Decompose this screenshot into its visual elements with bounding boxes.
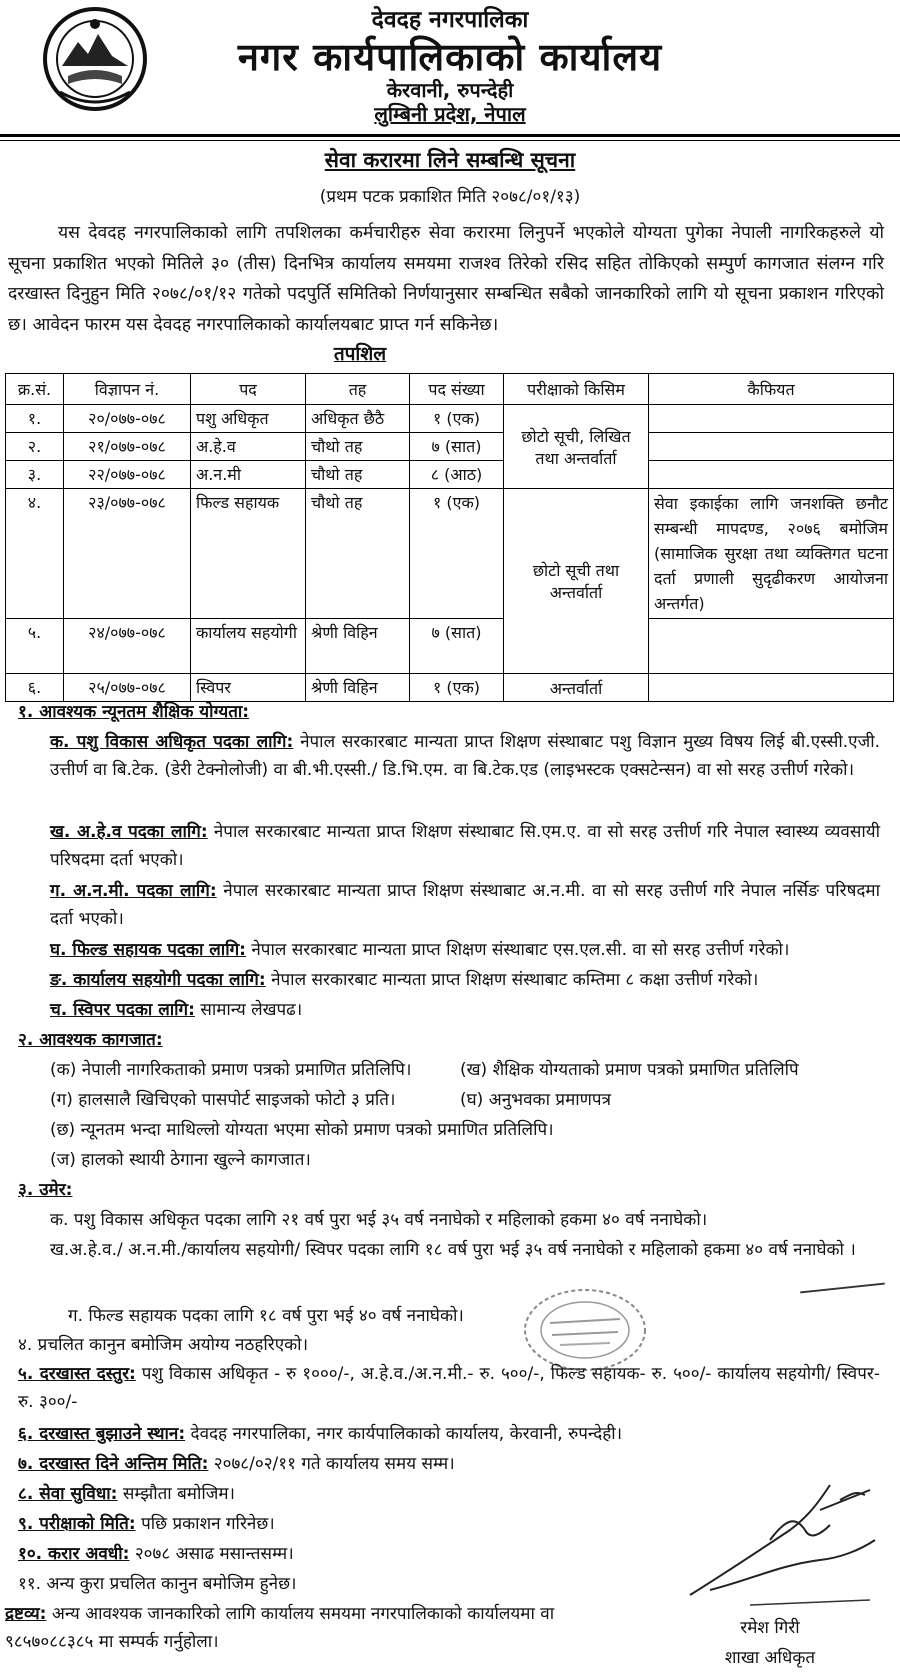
qualification-cha: च. स्विपर पदका लागि: सामान्य लेखपढ।: [50, 1000, 303, 1020]
municipality-name: देवदह नगरपालिका: [371, 7, 529, 33]
cell-level: चौथो तह: [306, 433, 410, 461]
cell-post: फिल्ड सहायक: [191, 489, 306, 619]
cell-sn: ६.: [6, 674, 64, 702]
handwritten-signature: [670, 1470, 890, 1610]
document-item: (घ) अनुभवका प्रमाणपत्र: [460, 1090, 611, 1110]
table-row: [6, 489, 894, 619]
cell-remark: [649, 433, 894, 461]
cell-count: १ (एक): [410, 405, 504, 433]
header-rule-thick: [0, 134, 900, 137]
table-header-row: [6, 374, 894, 405]
cell-post: स्विपर: [191, 674, 306, 702]
cell-level: श्रेणी विहिन: [306, 674, 410, 702]
cell-adv: २२/०७७-०७८: [64, 461, 191, 489]
office-province: लुम्बिनी प्रदेश, नेपाल: [374, 102, 526, 126]
qualification-gha: घ. फिल्ड सहायक पदका लागि: नेपाल सरकारबाट मान्यता प्राप्त शिक्षण संस्थाबाट एस.एल.सी. वा सो सरह उत्तीर्ण गरेको।: [50, 940, 790, 960]
cell-sn: २.: [6, 433, 64, 461]
qualification-ga: ग. अ.न.मी. पदका लागि: नेपाल सरकारबाट मान्यता प्राप्त शिक्षण संस्थाबाट अ.न.मी. वा सो सरह उत्तीर्ण गरि नेपाल नर्सिङ परिषदमा दर्ता भएको।: [50, 881, 880, 929]
cell-count: १ (एक): [410, 674, 504, 702]
cell-sn: ३.: [6, 461, 64, 489]
signatory-name: रमेश गिरी: [740, 1618, 800, 1638]
cell-post: अ.हे.व: [191, 433, 306, 461]
cell-count: १ (एक): [410, 489, 504, 619]
cell-adv: २१/०७७-०७८: [64, 433, 191, 461]
age-item: क. पशु विकास अधिकृत पदका लागि २१ वर्ष पुरा भई ३५ वर्ष ननाघेको र महिलाको हकमा ४० वर्ष ननाघेको।: [50, 1210, 708, 1230]
document-item: (ग) हालसालै खिचिएको पासपोर्ट साइजको फोटो ३ प्रति।: [50, 1090, 396, 1110]
posts-table: [5, 373, 894, 702]
notice-title: सेवा करारमा लिने सम्बन्धि सूचना: [324, 148, 576, 172]
cell-adv: २४/०७७-०७८: [64, 619, 191, 674]
document-item: (छ) न्यूनतम भन्दा माथिल्लो योग्यता भएमा सोको प्रमाण पत्रको प्रमाणित प्रतिलिपि।: [50, 1120, 554, 1140]
item-deadline: ७. दरखास्त दिने अन्तिम मिति: २०७८/०२/११ गते कार्यालय समय सम्म।: [18, 1454, 455, 1474]
cell-post: पशु अधिकृत: [191, 405, 306, 433]
cell-exam: अन्तर्वार्ता: [504, 674, 649, 702]
cell-level: अधिकृत छैठै: [306, 405, 410, 433]
table-row: [6, 619, 894, 674]
cell-remark: [649, 461, 894, 489]
cell-sn: १.: [6, 405, 64, 433]
office-location: केरवानी, रुपन्देही: [386, 78, 514, 102]
item-exam-date: ९. परीक्षाको मिति: पछि प्रकाशन गरिनेछ।: [18, 1514, 275, 1534]
publish-date: (प्रथम पटक प्रकाशित मिति २०७८/०१/१३): [319, 187, 581, 207]
table-heading: तपशिल: [333, 343, 387, 365]
cell-adv: २०/०७७-०७८: [64, 405, 191, 433]
cell-count: ८ (आठ): [410, 461, 504, 489]
item-other-rules: ११. अन्य कुरा प्रचलित कानुन बमोजिम हुनेछ।: [18, 1574, 297, 1594]
divider-stroke: [800, 1283, 885, 1294]
header-rule-thin: [0, 140, 900, 141]
cell-level: चौथो तह: [306, 489, 410, 619]
table-header: पद: [191, 374, 306, 405]
age-item: ग. फिल्ड सहायक पदका लागि १८ वर्ष पुरा भई ४० वर्ष ननाघेको।: [68, 1306, 464, 1326]
cell-count: ७ (सात): [410, 433, 504, 461]
document-item: (ज) हालको स्थायी ठेगाना खुल्ने कागजात।: [50, 1150, 311, 1170]
cell-exam: छोटो सूची, लिखित तथा अन्तर्वार्ता: [504, 405, 649, 489]
cell-level: श्रेणी विहिन: [306, 619, 410, 674]
cell-post: अ.न.मी: [191, 461, 306, 489]
table-header: विज्ञापन नं.: [64, 374, 191, 405]
cell-adv: २३/०७७-०७८: [64, 489, 191, 619]
item-application-fee: ५. दरखास्त दस्तुर: पशु विकास अधिकृत - रु १०००/-, अ.हे.व./अ.न.मी.- रु. ५००/-, फिल्ड सहायक- रु. ५००/- कार्यालय सहयोगी/ स्विपर- रु. ३००/-: [18, 1364, 881, 1412]
cell-count: ७ (सात): [410, 619, 504, 674]
signatory-designation: शाखा अधिकृत: [724, 1648, 816, 1668]
age-item: ख.अ.हे.व./ अ.न.मी./कार्यालय सहयोगी/ स्विपर पदका लागि १८ वर्ष पुरा भई ३५ वर्ष ननाघेको र महिलाको हकमा ४० वर्ष ननाघेको ।: [50, 1240, 856, 1260]
cell-adv: २५/०७७-०७८: [64, 674, 191, 702]
cell-exam: छोटो सूची तथा अन्तर्वार्ता: [504, 489, 649, 674]
table-header: परीक्षाको किसिम: [504, 374, 649, 405]
document-item: (क) नेपाली नागरिकताको प्रमाण पत्रको प्रमाणित प्रतिलिपि।: [50, 1060, 412, 1080]
item-contract-period: १०. करार अवधी: २०७८ असाढ मसान्तसम्म।: [18, 1544, 294, 1564]
qualification-kha: ख. अ.हे.व पदका लागि: नेपाल सरकारबाट मान्यता प्राप्त शिक्षण संस्थाबाट सि.एम.ए. वा सो सरह उत्तीर्ण गरि नेपाल स्वास्थ्य व्यवसायी परिषदमा दर्ता भएको।: [50, 822, 880, 870]
notice-body: यस देवदह नगरपालिकाको लागि तपशिलका कर्मचारीहरु सेवा करारमा लिनुपर्ने भएकोले योग्यता पुगेका नेपाली नागरिकहरुले यो सूचना प्रकाशित भएको मितिले ३० (तीस) दिनभित्र कार्यालय समयमा राजश्व तिरेको रसिद सहित तोकिएको सम्पुर्ण कागजात संलग्न गरि दरखास्त दिनुहुन मिति २०७८/०१/१२ गतेको पदपुर्ति समितिको निर्णयानुसार सम्बन्धित सबैको जानकारिको लागि यो सूचना प्रकाशन गरिएको छ। आवेदन फारम यस देवदह नगरपालिकाको कार्यालयबाट प्राप्त गर्न सकिनेछ।: [8, 223, 884, 335]
cell-remark: [649, 405, 894, 433]
cell-remark: सेवा इकाईका लागि जनशक्ति छनौट सम्बन्धी मापदण्ड, २०७६ बमोजिम (सामाजिक सुरक्षा तथा व्यक्तिगत घटना दर्ता प्रणाली सुदृढीकरण आयोजना अन्तर्गत): [649, 489, 894, 619]
cell-level: चौथो तह: [306, 461, 410, 489]
table-header: कैफियत: [649, 374, 894, 405]
cell-sn: ४.: [6, 489, 64, 619]
section-age-heading: ३. उमेर:: [18, 1180, 73, 1200]
cell-sn: ५.: [6, 619, 64, 674]
section-documents-heading: २. आवश्यक कागजात:: [18, 1030, 163, 1050]
table-header: क्र.सं.: [6, 374, 64, 405]
document-item: (ख) शैक्षिक योग्यताको प्रमाण पत्रको प्रमाणित प्रतिलिपि: [460, 1060, 799, 1080]
office-name: नगर कार्यपालिकाको कार्यालय: [237, 35, 663, 79]
table-row: [6, 461, 894, 489]
section-qualification-heading: १. आवश्यक न्यूनतम शैक्षिक योग्यता:: [18, 702, 250, 722]
qualification-nga: ङ. कार्यालय सहयोगी पदका लागि: नेपाल सरकारबाट मान्यता प्राप्त शिक्षण संस्थाबाट कम्तिमा ८ कक्षा उत्तीर्ण गरेको।: [50, 970, 759, 990]
cell-post: कार्यालय सहयोगी: [191, 619, 306, 674]
cell-remark: [649, 619, 894, 674]
table-header: तह: [306, 374, 410, 405]
cell-remark: [649, 674, 894, 702]
table-row: [6, 433, 894, 461]
item-submission-place: ६. दरखास्त बुझाउने स्थान: देवदह नगरपालिका, नगर कार्यपालिकाको कार्यालय, केरवानी, रुपन्देही।: [18, 1424, 623, 1444]
qualification-ka: क. पशु विकास अधिकृत पदका लागि: नेपाल सरकारबाट मान्यता प्राप्त शिक्षण संस्थाबाट पशु विज्ञान मुख्य विषय लिई बी.एस्सी.एजी. उत्तीर्ण वा बि.टेक. (डेरी टेक्नोलोजी) वा बी.भी.एस्सी./ डि.भि.एम. वा बि.टेक.एड (लाइभस्टक एक्सटेन्सन) वा सो सरह उत्तीर्ण गरेको।: [50, 732, 880, 780]
table-header: पद संख्या: [410, 374, 504, 405]
table-row: [6, 405, 894, 433]
note: द्रष्टव्य: अन्य आवश्यक जानकारिको लागि कार्यालय समयमा नगरपालिकाको कार्यालयमा वा ९८५७०८८३८५ मा सम्पर्क गर्नुहोला।: [5, 1604, 555, 1652]
item-disqualification: ४. प्रचलित कानुन बमोजिम अयोग्य नठहरिएको।: [18, 1335, 309, 1355]
item-facilities: ८. सेवा सुविधा: सम्झौता बमोजिम।: [18, 1484, 236, 1504]
